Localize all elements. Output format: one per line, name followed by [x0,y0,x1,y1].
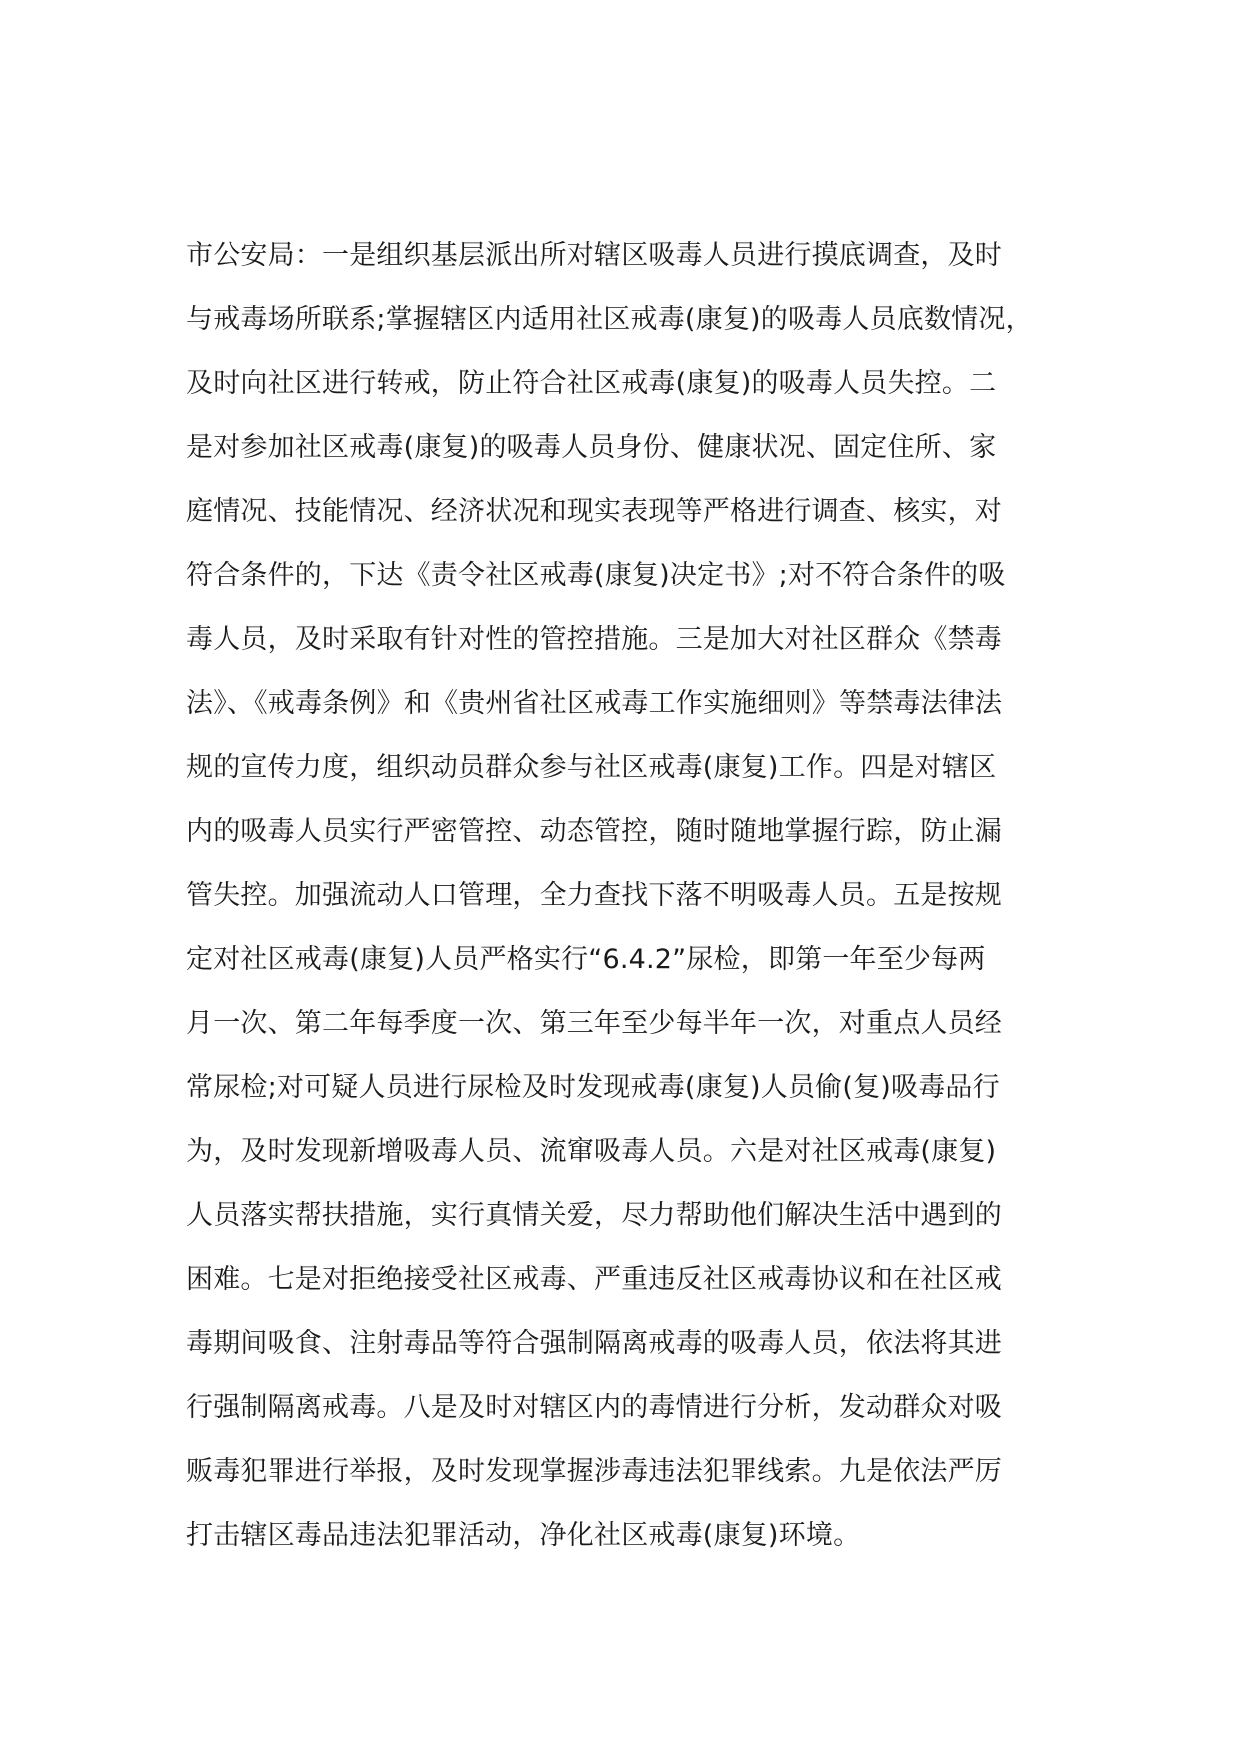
paragraph-line: 庭情况、技能情况、经济状况和现实表现等严格进行调查、核实，对 [186,496,1002,527]
paragraph-line: 符合条件的，下达《责令社区戒毒(康复)决定书》;对不符合条件的吸 [186,560,1006,591]
paragraph-line: 困难。七是对拒绝接受社区戒毒、严重违反社区戒毒协议和在社区戒 [186,1264,1002,1295]
paragraph-line: 为，及时发现新增吸毒人员、流窜吸毒人员。六是对社区戒毒(康复) [186,1136,997,1167]
paragraph-line: 月一次、第二年每季度一次、第三年至少每半年一次，对重点人员经 [186,1008,1002,1039]
paragraph-line: 规的宣传力度，组织动员群众参与社区戒毒(康复)工作。四是对辖区 [186,752,997,783]
paragraph-line: 人员落实帮扶措施，实行真情关爱，尽力帮助他们解决生活中遇到的 [186,1200,1002,1231]
paragraph-line: 市公安局：一是组织基层派出所对辖区吸毒人员进行摸底调查，及时 [186,240,1002,271]
paragraph-line: 毒期间吸食、注射毒品等符合强制隔离戒毒的吸毒人员，依法将其进 [186,1328,1002,1359]
paragraph-line: 行强制隔离戒毒。八是及时对辖区内的毒情进行分析，发动群众对吸 [186,1392,1002,1423]
paragraph-line: 内的吸毒人员实行严密管控、动态管控，随时随地掌握行踪，防止漏 [186,816,1002,847]
paragraph-line: 是对参加社区戒毒(康复)的吸毒人员身份、健康状况、固定住所、家 [186,432,997,463]
paragraph-line: 定对社区戒毒(康复)人员严格实行“6.4.2”尿检，即第一年至少每两 [186,944,986,975]
paragraph-line: 法》、《戒毒条例》和《贵州省社区戒毒工作实施细则》等禁毒法律法 [186,688,1003,719]
paragraph-line: 打击辖区毒品违法犯罪活动，净化社区戒毒(康复)环境。 [186,1520,861,1551]
body-paragraph [186,224,1086,1568]
paragraph-line: 贩毒犯罪进行举报，及时发现掌握涉毒违法犯罪线索。九是依法严厉 [186,1456,1002,1487]
paragraph-line: 管失控。加强流动人口管理，全力查找下落不明吸毒人员。五是按规 [186,880,1002,911]
paragraph-line: 毒人员，及时采取有针对性的管控措施。三是加大对社区群众《禁毒 [186,624,1002,655]
paragraph-line: 与戒毒场所联系;掌握辖区内适用社区戒毒(康复)的吸毒人员底数情况， [186,304,1033,335]
paragraph-line: 及时向社区进行转戒，防止符合社区戒毒(康复)的吸毒人员失控。二 [186,368,997,399]
paragraph-line: 常尿检;对可疑人员进行尿检及时发现戒毒(康复)人员偷(复)吸毒品行 [186,1072,1000,1103]
